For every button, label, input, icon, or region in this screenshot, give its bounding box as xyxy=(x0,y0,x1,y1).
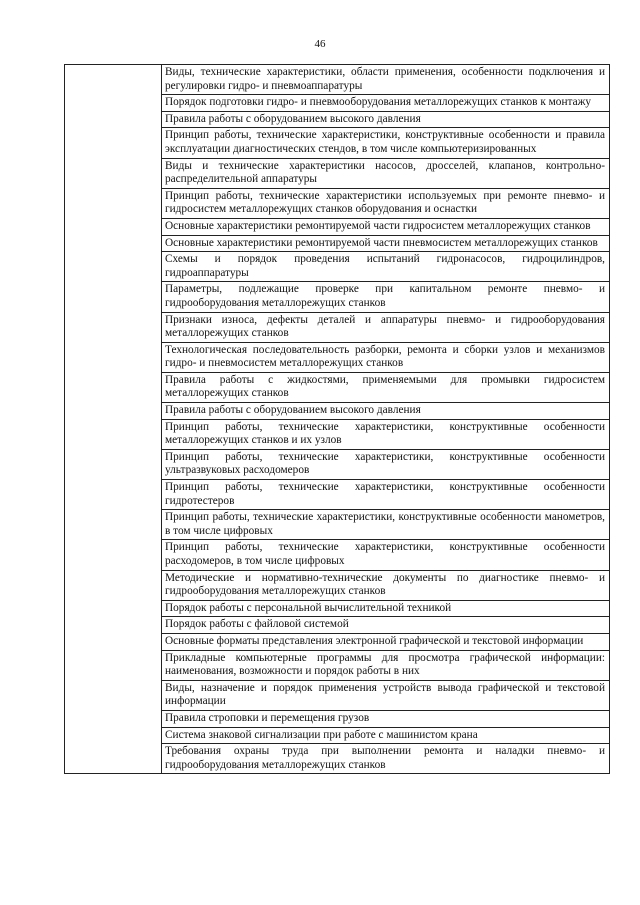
knowledge-item: Схемы и порядок проведения испытаний гидронасосов, гидроцилиндров, гидроаппаратуры xyxy=(162,252,610,282)
knowledge-item: Правила работы с оборудованием высокого давления xyxy=(162,111,610,128)
knowledge-item: Принцип работы, технические характеристики, конструктивные особенности и правила эксплуатации диагностических стендов, в том числе компьютеризированных xyxy=(162,128,610,158)
knowledge-item: Виды и технические характеристики насосов, дросселей, клапанов, контрольно-распределительной аппаратуры xyxy=(162,158,610,188)
knowledge-item: Признаки износа, дефекты деталей и аппаратуры пневмо- и гидрооборудования металлорежущих станков xyxy=(162,312,610,342)
knowledge-item: Основные характеристики ремонтируемой части пневмосистем металлорежущих станков xyxy=(162,235,610,252)
page-number: 46 xyxy=(314,38,326,50)
knowledge-item: Принцип работы, технические характеристики, конструктивные особенности ультразвуковых расходомеров xyxy=(162,449,610,479)
knowledge-table xyxy=(64,64,610,774)
knowledge-item: Виды, назначение и порядок применения устройств вывода графической и текстовой информации xyxy=(162,680,610,710)
knowledge-item: Принцип работы, технические характеристики используемых при ремонте пневмо- и гидросистем металлорежущих станков оборудования и оснастки xyxy=(162,188,610,218)
knowledge-item: Правила работы с жидкостями, применяемыми для промывки гидросистем металлорежущих станков xyxy=(162,372,610,402)
knowledge-item: Порядок работы с файловой системой xyxy=(162,617,610,634)
knowledge-item: Прикладные компьютерные программы для просмотра графической информации: наименования, возможности и порядок работы в них xyxy=(162,650,610,680)
knowledge-item: Правила строповки и перемещения грузов xyxy=(162,710,610,727)
knowledge-item: Методические и нормативно-технические документы по диагностике пневмо- и гидрооборудования металлорежущих станков xyxy=(162,570,610,600)
knowledge-item: Система знаковой сигнализации при работе с машинистом крана xyxy=(162,727,610,744)
label-column-cell xyxy=(65,65,162,774)
knowledge-item: Принцип работы, технические характеристики, конструктивные особенности металлорежущих станков и их узлов xyxy=(162,419,610,449)
knowledge-item: Технологическая последовательность разборки, ремонта и сборки узлов и механизмов гидро- и пневмосистем металлорежущих станков xyxy=(162,342,610,372)
knowledge-item: Принцип работы, технические характеристики, конструктивные особенности расходомеров, в том числе цифровых xyxy=(162,540,610,570)
knowledge-item: Принцип работы, технические характеристики, конструктивные особенности манометров, в том числе цифровых xyxy=(162,510,610,540)
knowledge-item: Принцип работы, технические характеристики, конструктивные особенности гидротестеров xyxy=(162,480,610,510)
knowledge-item: Порядок подготовки гидро- и пневмооборудования металлорежущих станков к монтажу xyxy=(162,95,610,112)
knowledge-item: Параметры, подлежащие проверке при капитальном ремонте пневмо- и гидрооборудования металлорежущих станков xyxy=(162,282,610,312)
knowledge-item: Требования охраны труда при выполнении ремонта и наладки пневмо- и гидрооборудования металлорежущих станков xyxy=(162,744,610,774)
knowledge-item: Правила работы с оборудованием высокого давления xyxy=(162,403,610,420)
knowledge-item: Порядок работы с персональной вычислительной техникой xyxy=(162,600,610,617)
table-row xyxy=(65,65,610,95)
knowledge-item: Основные форматы представления электронной графической и текстовой информации xyxy=(162,633,610,650)
knowledge-item: Виды, технические характеристики, области применения, особенности подключения и регулировки гидро- и пневмоаппаратуры xyxy=(162,65,610,95)
knowledge-item: Основные характеристики ремонтируемой части гидросистем металлорежущих станков xyxy=(162,218,610,235)
